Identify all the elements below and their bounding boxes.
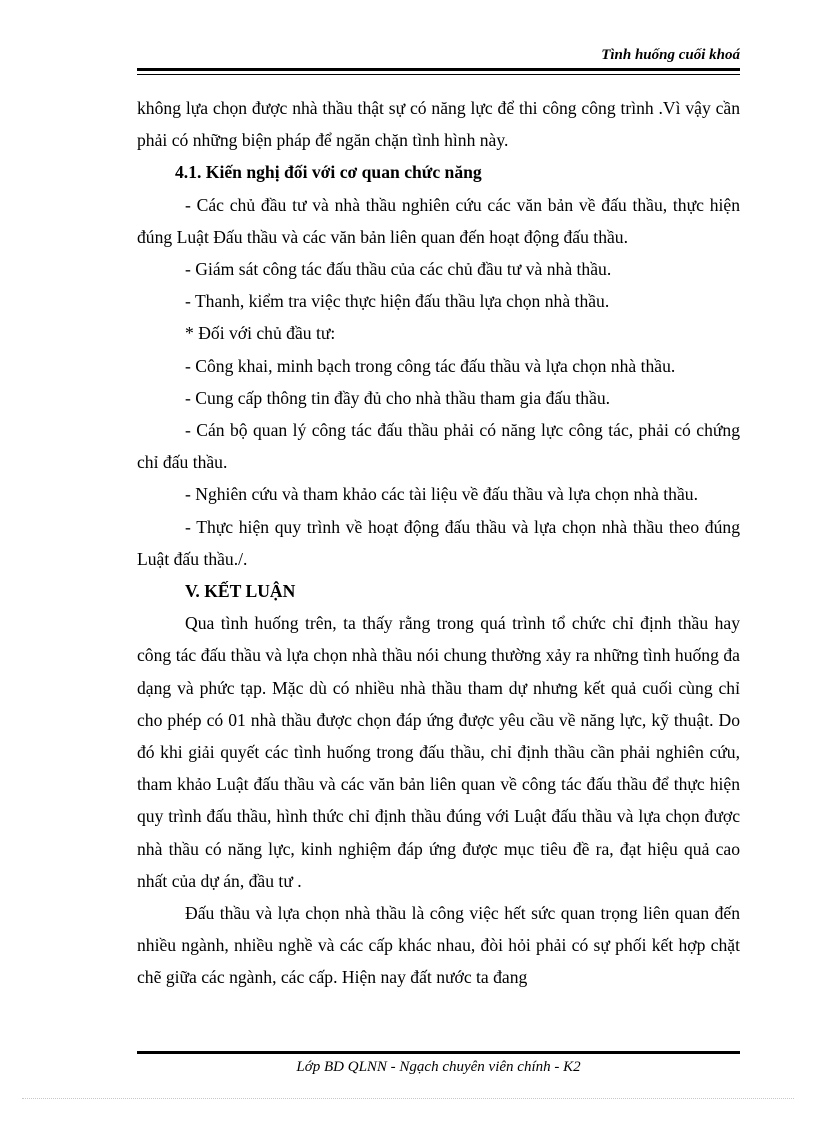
paragraph-7: - Công khai, minh bạch trong công tác đấu thầu và lựa chọn nhà thầu. xyxy=(185,355,676,376)
paragraph-9: - Cán bộ quan lý công tác đấu thầu phải có năng lực công tác, phải có chứng chỉ đấu thầu. xyxy=(137,420,740,473)
paragraph-4: - Giám sát công tác đấu thầu của các chủ đầu tư và nhà thầu. xyxy=(185,259,612,280)
footer-text: Lớp BD QLNN - Ngạch chuyên viên chính - K2 xyxy=(296,1059,581,1075)
body-text xyxy=(137,92,740,994)
paragraph-10: - Nghiên cứu và tham khảo các tài liệu về đấu thầu và lựa chọn nhà thầu. xyxy=(185,484,698,505)
page-boundary-line xyxy=(22,1098,794,1099)
paragraph-6: * Đối với chủ đầu tư: xyxy=(185,323,336,344)
paragraph-11: - Thực hiện quy trình về hoạt động đấu thầu và lựa chọn nhà thầu theo đúng Luật đấu thầu./. xyxy=(137,516,740,569)
header-rule-thin xyxy=(137,74,740,75)
header-rule-thick xyxy=(137,68,740,71)
section-heading: 4.1. Kiến nghị đối với cơ quan chức năng xyxy=(175,162,482,183)
footer-rule-thick xyxy=(137,1051,740,1054)
paragraph-14: Đấu thầu và lựa chọn nhà thầu là công việc hết sức quan trọng liên quan đến nhiều ngành, nhiều nghề và các cấp khác nhau, đòi hỏi phải có sự phối kết hợp chặt chẽ giữa các ngành, các cấp. Hiện nay đất nước ta đang xyxy=(137,903,740,988)
conclusion-heading: V. KẾT LUẬN xyxy=(185,581,296,602)
paragraph-13: Qua tình huống trên, ta thấy rằng trong quá trình tổ chức chỉ định thầu hay công tác đấu thầu và lựa chọn nhà thầu nói chung thường xảy ra những tình huống đa dạng và phức tạp. Mặc dù có nhiều nhà thầu tham dự nhưng kết quả cuối cùng chỉ cho phép có 01 nhà thầu được chọn đáp ứng được yêu cầu về năng lực, kỹ thuật. Do đó khi giải quyết các tình huống trong đấu thầu, chỉ định thầu cần phải nghiên cứu, tham khảo Luật đấu thầu và các văn bản liên quan về công tác đấu thầu để thực hiện quy trình đấu thầu, hình thức chỉ định thầu đúng với Luật đấu thầu và lựa chọn được nhà thầu có năng lực, kinh nghiệm đáp ứng được mục tiêu đề ra, đạt hiệu quả cao nhất của dự án, đầu tư . xyxy=(137,613,740,891)
paragraph-8: - Cung cấp thông tin đầy đủ cho nhà thầu tham gia đấu thầu. xyxy=(185,387,611,408)
paragraph-5: - Thanh, kiểm tra việc thực hiện đấu thầu lựa chọn nhà thầu. xyxy=(185,291,610,312)
paragraph-1: không lựa chọn được nhà thầu thật sự có năng lực để thi công công trình .Vì vậy cần phải có những biện pháp để ngăn chặn tình hình này. xyxy=(137,98,740,151)
paragraph-3: - Các chủ đầu tư và nhà thầu nghiên cứu các văn bản về đấu thầu, thực hiện đúng Luật Đấu thầu và các văn bản liên quan đến hoạt động đấu thầu. xyxy=(137,194,740,247)
header-title: Tình huống cuối khoá xyxy=(601,47,740,63)
